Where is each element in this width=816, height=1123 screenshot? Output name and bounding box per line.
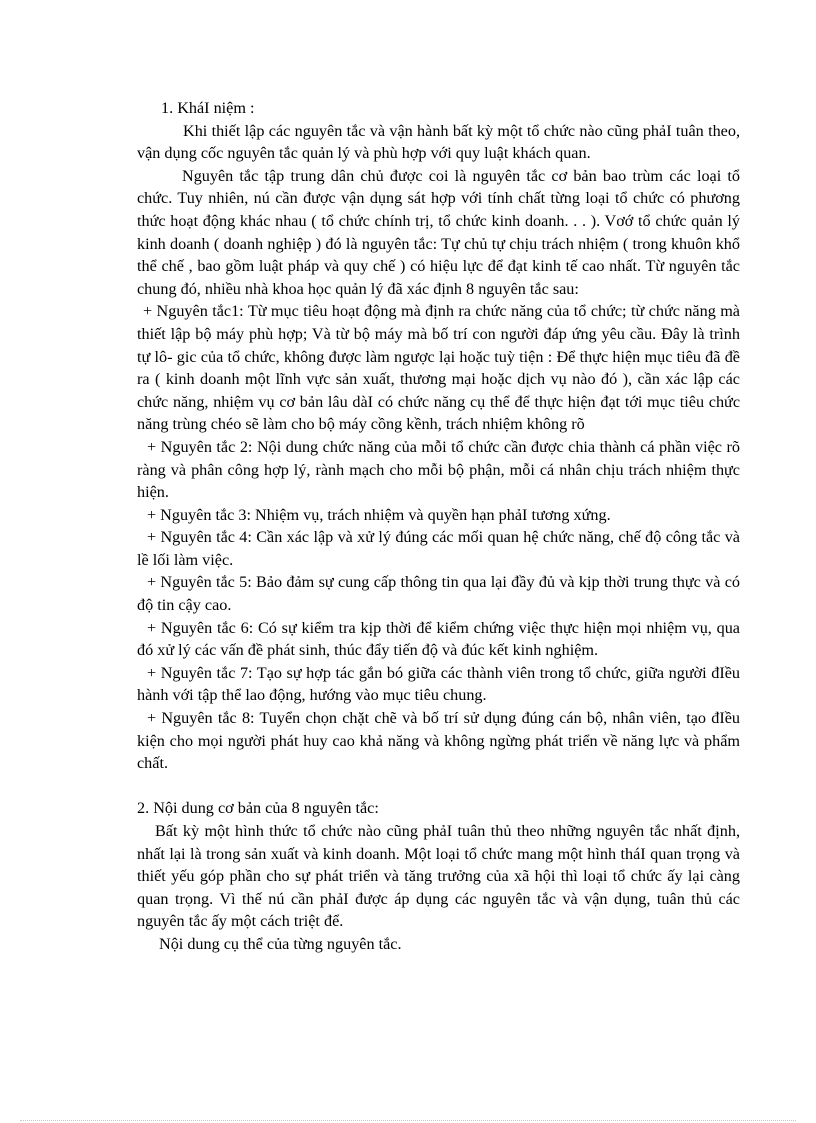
section-1-heading: 1. KháI niệm :: [161, 99, 255, 117]
principle-3: + Nguyên tắc 3: Nhiệm vụ, trách nhiệm và quyền hạn phảI tương xứng.: [147, 505, 611, 524]
section-2-paragraph-2: Nội dung cụ thể của từng nguyên tắc.: [159, 934, 402, 953]
principle-5: + Nguyên tắc 5: Bảo đảm sự cung cấp thông tin qua lại đầy đủ và kịp thời trung thực và có độ tin cậy cao.: [137, 573, 740, 615]
section-2-paragraph-1: Bất kỳ một hình thức tổ chức nào cũng phảI tuân thủ theo những nguyên tắc nhất định, nhất lại là trong sản xuất và kinh doanh. Một loại tổ chức mang một hình tháI quan trọng và thiết yếu góp phần cho sự phát triển và tăng trưởng của xã hội thì loại tổ chức ấy lại càng quan trọng. Vì thế nú cần phảI được áp dụng các nguyên tắc và vận dụng, tuân thủ các nguyên tắc ấy một cách triệt để.: [137, 822, 740, 931]
section-2-heading: 2. Nội dung cơ bản của 8 nguyên tắc:: [137, 799, 379, 818]
principle-7: + Nguyên tắc 7: Tạo sự hợp tác gắn bó giữa các thành viên trong tổ chức, giữa người đIều hành với tập thể lao động, hướng vào mục tiêu chung.: [137, 663, 740, 705]
section-1-paragraph-1: Khi thiết lập các nguyên tắc và vận hành bất kỳ một tổ chức nào cũng phảI tuân theo, vận dụng cốc nguyên tắc quản lý và phù hợp với quy luật khách quan.: [137, 121, 740, 163]
section-1-paragraph-2: Nguyên tắc tập trung dân chủ được coi là nguyên tắc cơ bản bao trùm các loại tổ chức. Tuy nhiên, nú cần được vận dụng sát hợp với tính chất từng loại tổ chức có phương thức hoạt động khác nhau ( tổ chức chính trị, tổ chức kinh doanh. . . ). Vơớ tổ chức quản lý kinh doanh ( doanh nghiệp ) đó là nguyên tắc: Tự chủ tự chịu trách nhiệm ( trong khuôn khổ thể chế , bao gồm luật pháp và quy chế ) có hiệu lực để đạt kinh tế cao nhất. Từ nguyên tắc chung đó, nhiều nhà khoa học quản lý đã xác định 8 nguyên tắc sau:: [137, 166, 740, 298]
principle-8: + Nguyên tắc 8: Tuyển chọn chặt chẽ và bố trí sử dụng đúng cán bộ, nhân viên, tạo đIều kiện cho mọi người phát huy cao khả năng và không ngừng phát triển về năng lực và phẩm chất.: [137, 709, 740, 773]
document-page: [137, 97, 740, 956]
principle-4: + Nguyên tắc 4: Cần xác lập và xử lý đúng các mối quan hệ chức năng, chế độ công tắc và lề lối làm việc.: [137, 528, 740, 569]
page-bottom-rule: [20, 1120, 796, 1121]
principle-1: + Nguyên tắc1: Từ mục tiêu hoạt động mà định ra chức năng của tổ chức; từ chức năng mà thiết lập bộ máy phù hợp; Và từ bộ máy mà bố trí con người đáp ứng yêu cầu. Đây là trình tự lô- gic của tổ chức, không được làm ngược lại hoặc tuỳ tiện : Để thực hiện mục tiêu đã đề ra ( kinh doanh một lĩnh vực sản xuất, thương mại hoặc dịch vụ nào đó ), cần xác lập các chức năng, nhiệm vụ cơ bản lâu dàI có chức năng cụ thể để thực hiện đạt tới mục tiêu chức năng trùng chéo sẽ làm cho bộ máy cồng kềnh, trách nhiệm không rõ: [137, 302, 740, 434]
principle-6: + Nguyên tắc 6: Có sự kiểm tra kịp thời để kiểm chứng việc thực hiện mọi nhiệm vụ, qua đó xử lý các vấn đề phát sinh, thúc đẩy tiến độ và đúc kết kinh nghiệm.: [137, 618, 740, 660]
principle-2: + Nguyên tắc 2: Nội dung chức năng của mỗi tổ chức cần được chia thành cá phần việc rõ ràng và phân công hợp lý, rành mạch cho mỗi bộ phận, mỗi cá nhân chịu trách nhiệm thực hiện.: [137, 437, 740, 502]
section-spacer: [137, 775, 740, 798]
